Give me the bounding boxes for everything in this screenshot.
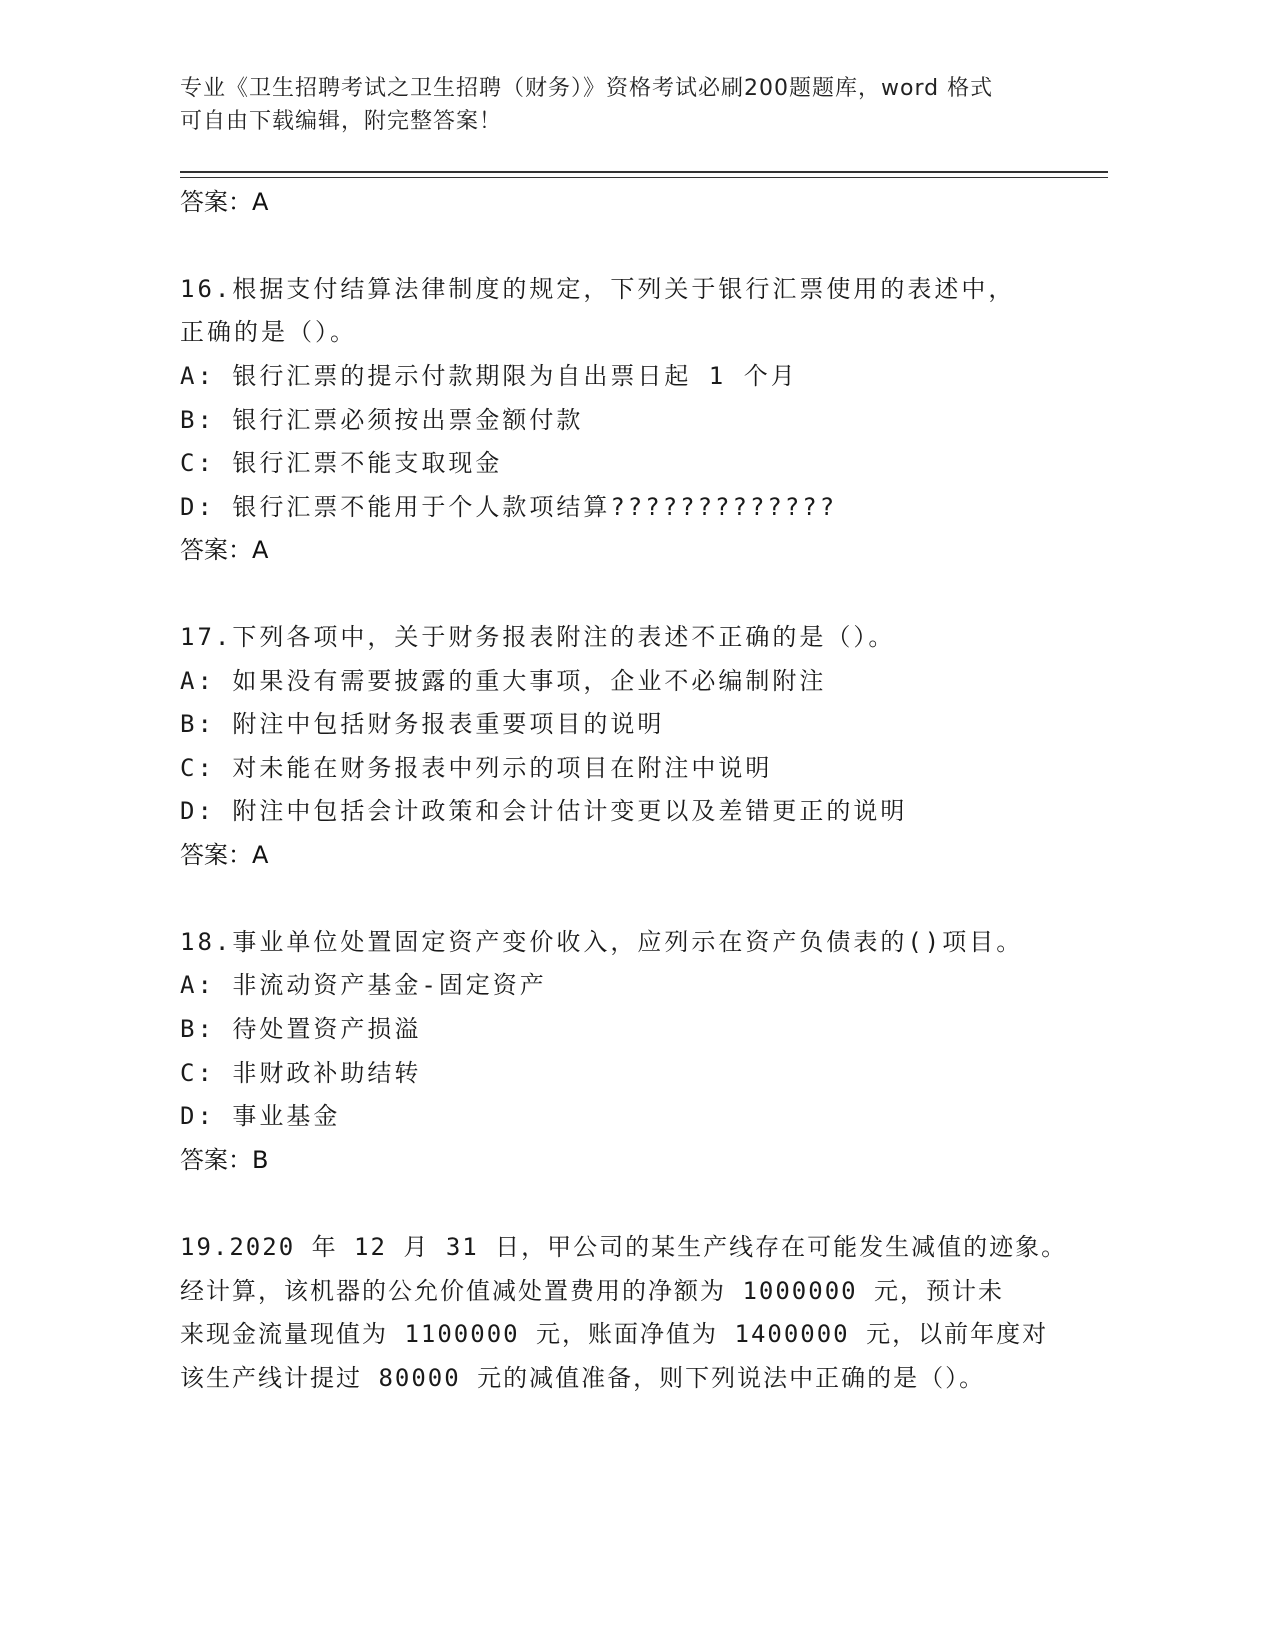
question-19-text-line-3: 来现金流量现值为 1100000 元，账面净值为 1400000 元，以前年度对 xyxy=(180,1320,1049,1348)
question-17-answer: 答案：A xyxy=(180,841,269,869)
question-16-answer: 答案：A xyxy=(180,536,269,564)
answer-line: 答案：A xyxy=(180,188,269,216)
question-18-option-b: B: 待处置资产损溢 xyxy=(180,1015,422,1043)
question-17-option-d: D: 附注中包括会计政策和会计估计变更以及差错更正的说明 xyxy=(180,797,908,825)
question-19-text-line-4: 该生产线计提过 80000 元的减值准备，则下列说法中正确的是（）。 xyxy=(180,1364,986,1392)
question-18-option-c: C: 非财政补助结转 xyxy=(180,1059,422,1087)
document-header xyxy=(180,72,1060,138)
header-line-2: 可自由下载编辑，附完整答案！ xyxy=(180,109,503,134)
question-16-option-d: D: 银行汇票不能用于个人款项结算????????????? xyxy=(180,493,838,521)
question-17-option-b: B: 附注中包括财务报表重要项目的说明 xyxy=(180,710,665,738)
question-16-option-c: C: 银行汇票不能支取现金 xyxy=(180,449,503,477)
question-19-text-line-2: 经计算，该机器的公允价值减处置费用的净额为 1000000 元，预计未 xyxy=(180,1277,1005,1305)
question-19-text-line-1: 19.2020 年 12 月 31 日，甲公司的某生产线存在可能发生减值的迹象。 xyxy=(180,1233,1068,1261)
question-16-option-b: B: 银行汇票必须按出票金额付款 xyxy=(180,406,584,434)
question-16-option-a: A: 银行汇票的提示付款期限为自出票日起 1 个月 xyxy=(180,362,798,390)
question-18-answer: 答案：B xyxy=(180,1146,269,1174)
question-18-text-line-1: 18.事业单位处置固定资产变价收入，应列示在资产负债表的()项目。 xyxy=(180,928,1024,956)
question-16-text-line-1: 16.根据支付结算法律制度的规定，下列关于银行汇票使用的表述中， xyxy=(180,275,1016,303)
question-18-option-a: A: 非流动资产基金-固定资产 xyxy=(180,971,547,999)
question-17-option-a: A: 如果没有需要披露的重大事项，企业不必编制附注 xyxy=(180,667,827,695)
header-line-1: 专业《卫生招聘考试之卫生招聘（财务）》资格考试必刷200题题库，word 格式 xyxy=(180,76,994,101)
question-17-text-line-1: 17.下列各项中，关于财务报表附注的表述不正确的是（）。 xyxy=(180,623,896,651)
question-16-text-line-2: 正确的是（）。 xyxy=(180,318,357,346)
header-divider xyxy=(180,171,1108,178)
question-17-option-c: C: 对未能在财务报表中列示的项目在附注中说明 xyxy=(180,754,773,782)
question-18-option-d: D: 事业基金 xyxy=(180,1102,341,1130)
